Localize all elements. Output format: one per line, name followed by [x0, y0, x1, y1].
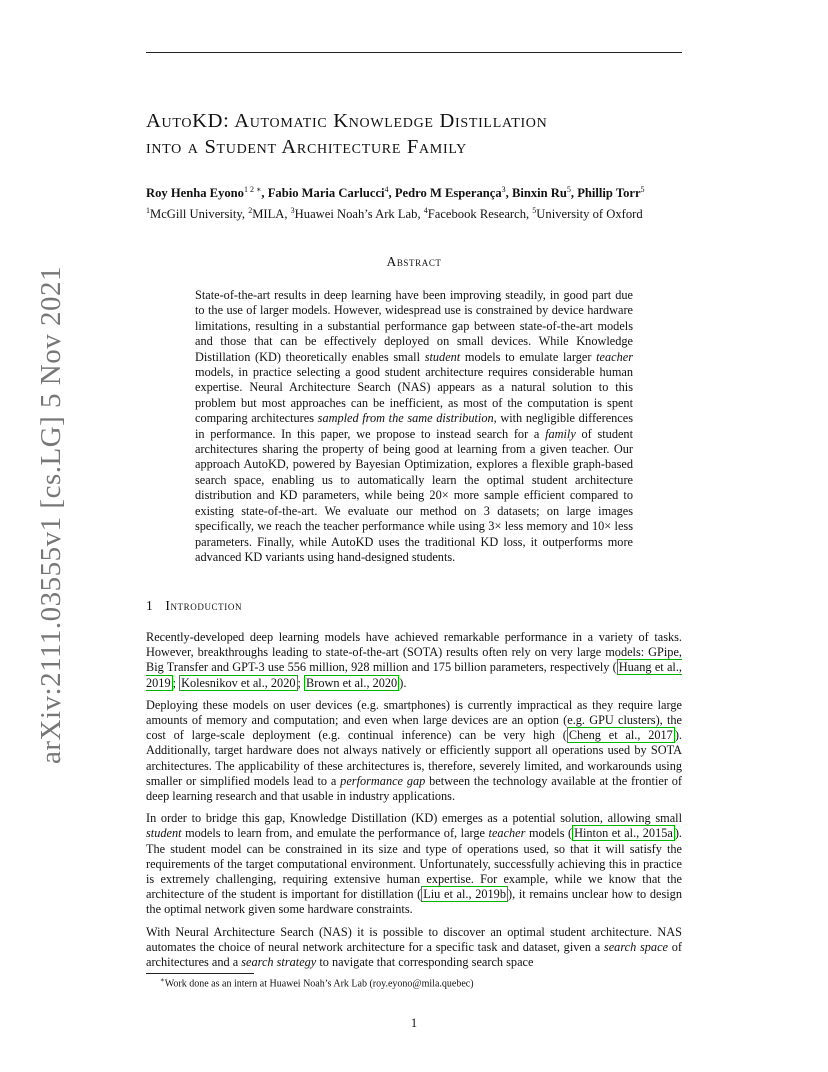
- abstract-span: State-of-the-art results in deep learning have been improving steadily, in good part due to the use of larger models. However, widespread use is constrained by device hardware limitations, resulting in a substantial performance gap between state-of-the-art models and those that can be effectively deployed on small devices. While Knowledge Distillation (KD) theoretically enables small: [195, 288, 633, 364]
- author-name: Phillip Torr: [577, 186, 641, 201]
- emphasis: search strategy: [241, 955, 317, 970]
- emphasis: student: [146, 826, 182, 841]
- affiliation: University of Oxford: [536, 207, 643, 222]
- citation-link[interactable]: Brown et al., 2020: [306, 675, 398, 690]
- paragraph: [146, 698, 682, 804]
- section-heading: [146, 598, 242, 614]
- affiliations: $^1$McGill University, $^2$MILA, $^3$Huawei Noah’s Ark Lab, $^4$Facebook Research, $^5$University of Oxford: [146, 206, 643, 222]
- affiliation: MILA: [252, 207, 285, 222]
- citation-link[interactable]: Liu et al., 2019b: [423, 887, 506, 902]
- text-span: ). Additionally, target hardware does not always natively or efficiently support all operations used by SOTA architectures. The applicability of these architectures is, therefore, severely limited, and workarounds using smaller or simplified models lead to a: [146, 728, 682, 788]
- abstract-text: [195, 288, 633, 565]
- text-span: With Neural Architecture Search (NAS) it is possible to discover an optimal student architecture. NAS automates the choice of neural network architecture for a specific task and dataset, given a: [146, 924, 682, 954]
- section-title: Introduction: [165, 598, 243, 613]
- section-number: 1: [146, 598, 154, 613]
- abstract-span: of student architectures sharing the property of being good at learning from a given teacher. Our approach AutoKD, powered by Bayesian Optimization, explores a flexible graph-based search space, enabling us to automatically learn the optimal student architecture distribution and KD parameters, while being 20× more sample efficient compared to existing state-of-the-art. We evaluate our method on 3 datasets; on large images specifically, we reach the teacher performance while using 3× less memory and 10× less parameters. Finally, while AutoKD uses the traditional KD loss, it outperforms more advanced KD variants using hand-designed students.: [195, 426, 633, 564]
- abstract-span: models to emulate larger: [460, 349, 597, 364]
- paragraph: [146, 925, 682, 971]
- author-affil-mark: 3: [501, 185, 506, 194]
- abstract-span: models, in practice selecting a good student architecture requires considerable human expertise. Neural Architecture Search (NAS) appears as a natural solution to this problem but most approaches can be inefficient, as most of the computation is spent comparing architectures: [195, 365, 633, 426]
- footnote-mark: ∗: [160, 976, 165, 984]
- footnote: [160, 976, 474, 989]
- citation-link[interactable]: Kolesnikov et al., 2020: [181, 675, 296, 690]
- author-name: Fabio Maria Carlucci: [267, 186, 385, 201]
- citation-link[interactable]: Hinton et al., 2015a: [574, 826, 673, 841]
- text-span: ). The student model can be constrained in its size and type of operations used, so that it will satisfy the requirements of the target computational environment. Unfortunately, successfully achieving this in practice is extremely challenging, requiring extensive human expertise. For example, while we know that the architecture of the student is important for distillation (: [146, 826, 682, 902]
- paper-title: [146, 108, 706, 160]
- citation-link[interactable]: Huang et al., 2019: [146, 660, 682, 690]
- abstract-emphasis: family: [545, 426, 576, 441]
- author-names: Roy Henha Eyono$^{1 2 ∗}$, Fabio Maria Carlucci$^4$, Pedro M Esperança$^3$, Binxin Ru$^5$, Phillip Torr$^5$: [146, 185, 645, 201]
- title-line-1: AutoKD: Automatic Knowledge Distillation: [146, 110, 548, 132]
- text-span: In order to bridge this gap, Knowledge Distillation (KD) emerges as a potential solution, allowing small: [146, 811, 682, 826]
- emphasis: teacher: [488, 826, 526, 841]
- title-line-2: into a Student Architecture Family: [146, 136, 467, 158]
- text-span: Recently-developed deep learning models have achieved remarkable performance in a variety of tasks. However, breakthroughs leading to state-of-the-art (SOTA) results often rely on very large models: GPipe, Big Transfer and GPT-3 use 556 million, 928 million and 175 billion parameters, respectively (: [146, 630, 682, 675]
- text-span: models (: [525, 826, 573, 841]
- author-block: [146, 181, 746, 223]
- affil-mark: 5: [532, 206, 537, 216]
- text-span: ;: [297, 675, 305, 690]
- author-name: Pedro M Esperança: [394, 186, 502, 201]
- text-span: to navigate that corresponding search space: [316, 955, 534, 970]
- top-rule: [146, 52, 682, 53]
- citation-link[interactable]: Cheng et al., 2017: [568, 728, 673, 743]
- paragraph: [146, 630, 682, 691]
- abstract-emphasis: sampled from the same distribution: [317, 411, 494, 426]
- author-affil-mark: 5: [640, 185, 645, 194]
- author-name: Binxin Ru: [511, 186, 567, 201]
- body-text: [146, 630, 682, 977]
- affiliation: Huawei Noah’s Ark Lab: [294, 207, 418, 222]
- footnote-rule: [146, 973, 254, 974]
- author-affil-mark: 4: [384, 185, 389, 194]
- text-span: ).: [399, 675, 407, 690]
- text-span: between the technology available at the frontier of deep learning research and that usable in industry applications.: [146, 773, 682, 804]
- emphasis: performance gap: [340, 773, 426, 788]
- author-name: Roy Henha Eyono: [146, 186, 244, 201]
- author-affil-mark: 5: [566, 185, 571, 194]
- author-affil-mark: 1 2 ∗: [243, 185, 262, 194]
- affil-mark: 3: [290, 206, 295, 216]
- text-span: of architectures and a: [146, 939, 682, 970]
- abstract-span: , with negligible differences in performance. In this paper, we propose to instead search for a: [195, 411, 634, 441]
- arxiv-identifier: arXiv:2111.03555v1 [cs.LG] 5 Nov 2021: [35, 265, 67, 764]
- affiliation: Facebook Research: [427, 207, 526, 222]
- affil-mark: 4: [423, 206, 428, 216]
- affiliation: McGill University: [150, 207, 242, 222]
- abstract-emphasis: student: [424, 349, 461, 364]
- affil-mark: 1: [146, 206, 150, 216]
- abstract-emphasis: teacher: [596, 349, 633, 364]
- affil-mark: 2: [248, 206, 253, 216]
- abstract-heading: Abstract: [386, 254, 442, 269]
- emphasis: search space: [603, 939, 668, 954]
- text-span: models to learn from, and emulate the performance of, large: [181, 826, 489, 841]
- text-span: Deploying these models on user devices (e.g. smartphones) is currently impractical as they require large amounts of memory and computation; and even when large devices are an option (e.g. GPU clusters), the cost of large-scale deployment (e.g. continual inference) can be very high (: [146, 697, 682, 743]
- text-span: ;: [172, 675, 180, 690]
- text-span: ), it remains unclear how to design the optimal network given some hardware constraints.: [146, 887, 682, 917]
- footnote-text: Work done as an intern at Huawei Noah’s Ark Lab (roy.eyono@mila.quebec): [164, 978, 474, 990]
- paragraph: [146, 811, 682, 917]
- page-number: 1: [410, 1016, 418, 1030]
